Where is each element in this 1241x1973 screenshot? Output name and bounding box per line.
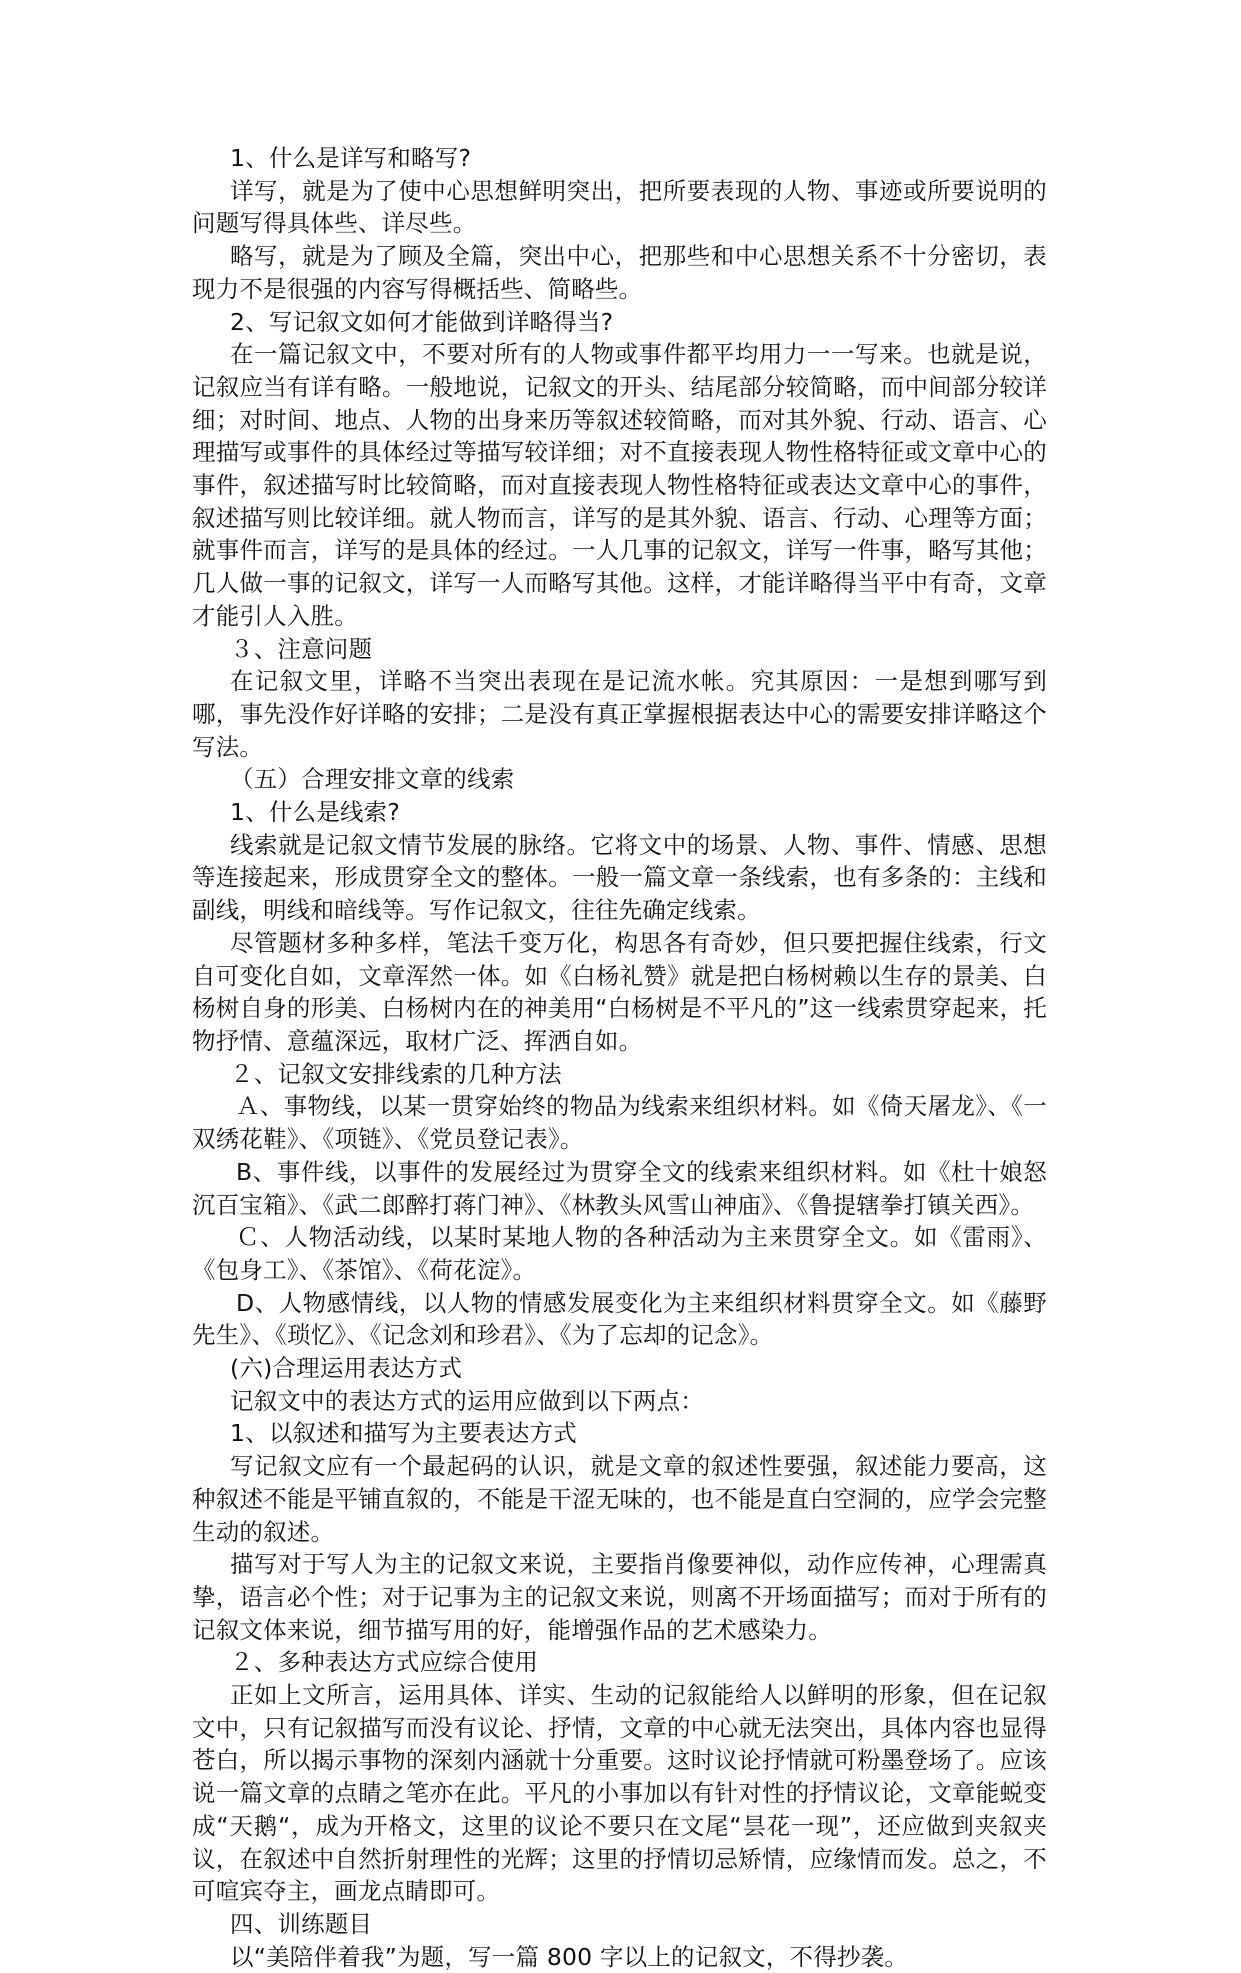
question-heading-clue: 1、什么是线索?: [230, 798, 401, 827]
section-heading-5: （五）合理安排文章的线索: [230, 765, 515, 794]
document-page: [192, 142, 1047, 1973]
question-heading-3: ３、注意问题: [230, 634, 373, 663]
paragraph-narration: 写记叙文应有一个最起码的认识，就是文章的叙述性要强，叙述能力要高，这种叙述不能是平铺直叙的，不能是干涩无味的，也不能是直白空洞的，应学会完整生动的叙述。: [192, 1452, 1047, 1546]
question-heading-narration: 1、以叙述和描写为主要表达方式: [230, 1419, 577, 1448]
paragraph-method-c: Ｃ、人物活动线，以某时某地人物的各种活动为主来贯穿全文。如《雷雨》、《包身工》、《茶馆》、《荷花淀》。: [192, 1223, 1047, 1284]
paragraph-clue-definition: 线索就是记叙文情节发展的脉络。它将文中的场景、人物、事件、情感、思想等连接起来，形成贯穿全文的整体。一般一篇文章一条线索，也有多条的：主线和副线，明线和暗线等。写作记叙文，往往先确定线索。: [192, 830, 1047, 925]
paragraph-method-b: B、事件线，以事件的发展经过为贯穿全文的线索来组织材料。如《杜十娘怒沉百宝箱》、《武二郎醉打蒋门神》、《林教头风雪山神庙》、《鲁提辖拳打镇关西》。: [192, 1157, 1047, 1219]
paragraph-two-points: 记叙文中的表达方式的运用应做到以下两点：: [230, 1386, 704, 1415]
paragraph-method-d: D、人物感情线，以人物的情感发展变化为主来组织材料贯穿全文。如《藤野先生》、《琐忆》、《记念刘和珍君》、《为了忘却的记念》。: [192, 1288, 1047, 1350]
question-heading-combined: ２、多种表达方式应综合使用: [230, 1648, 539, 1677]
paragraph-detailed-writing: 详写，就是为了使中心思想鲜明突出，把所要表现的人物、事迹或所要说明的问题写得具体些、详尽些。: [192, 176, 1047, 238]
paragraph-problems: 在记叙文里，详略不当突出表现在是记流水帐。究其原因：一是想到哪写到哪，事先没作好详略的安排；二是没有真正掌握根据表达中心的需要安排详略这个写法。: [192, 667, 1047, 761]
question-heading-1: 1、什么是详写和略写?: [230, 144, 472, 172]
section-heading-6: (六)合理运用表达方式: [230, 1354, 463, 1383]
paragraph-combined: 正如上文所言，运用具体、详实、生动的记叙能给人以鲜明的形象，但在记叙文中，只有记叙描写而没有议论、抒情，文章的中心就无法突出，具体内容也显得苍白，所以揭示事物的深刻内涵就十分重要。这时议论抒情就可粉墨登场了。应该说一篇文章的点睛之笔亦在此。平凡的小事加以有针对性的抒情议论，文章能蜕变成“天鹅“，成为开格文，这里的议论不要只在文尾“昙花一现”，还应做到夹叙夹议，在叙述中自然折射理性的光辉；这里的抒情切忌矫情，应缘情而发。总之，不可喧宾夺主，画龙点睛即可。: [192, 1681, 1047, 1906]
paragraph-description: 描写对于写人为主的记叙文来说，主要指肖像要神似，动作应传神，心理需真挚，语言必个性；对于记事为主的记叙文来说，则离不开场面描写；而对于所有的记叙文体来说，细节描写用的好，能增强作品的艺术感染力。: [192, 1550, 1047, 1644]
paragraph-balance: 在一篇记叙文中，不要对所有的人物或事件都平均用力一一写来。也就是说，记叙应当有详有略。一般地说，记叙文的开头、结尾部分较简略，而中间部分较详细；对时间、地点、人物的出身来历等叙述较简略，而对其外貌、行动、语言、心理描写或事件的具体经过等描写较详细；对不直接表现人物性格特征或文章中心的事件，叙述描写时比较简略，而对直接表现人物性格特征或表达文章中心的事件，叙述描写则比较详细。就人物而言，详写的是其外貌、语言、行动、心理等方面；就事件而言，详写的是具体的经过。一人几事的记叙文，详写一件事，略写其他；几人做一事的记叙文，详写一人而略写其他。这样，才能详略得当平中有奇，文章才能引人入胜。: [192, 340, 1047, 630]
paragraph-exercise: 以“美陪伴着我”为题，写一篇 800 字以上的记叙文，不得抄袭。: [230, 1942, 909, 1971]
paragraph-brief-writing: 略写，就是为了顾及全篇，突出中心，把那些和中心思想关系不十分密切，表现力不是很强的内容写得概括些、简略些。: [192, 242, 1047, 303]
paragraph-method-a: Ａ、事物线，以某一贯穿始终的物品为线索来组织材料。如《倚天屠龙》、《一双绣花鞋》、《项链》、《党员登记表》。: [192, 1092, 1047, 1154]
question-heading-2: 2、写记叙文如何才能做到详略得当?: [230, 307, 614, 336]
section-heading-exercise: 四、训练题目: [230, 1909, 373, 1938]
paragraph-clue-example: 尽管题材多种多样，笔法千变万化，构思各有奇妙，但只要把握住线索，行文自可变化自如，文章浑然一体。如《白杨礼赞》就是把白杨树赖以生存的景美、白杨树自身的形美、白杨树内在的神美用“白杨树是不平凡的”这一线索贯穿起来，托物抒情、意蕴深远，取材广泛、挥洒自如。: [192, 928, 1047, 1055]
question-heading-methods: ２、记叙文安排线索的几种方法: [230, 1059, 562, 1088]
